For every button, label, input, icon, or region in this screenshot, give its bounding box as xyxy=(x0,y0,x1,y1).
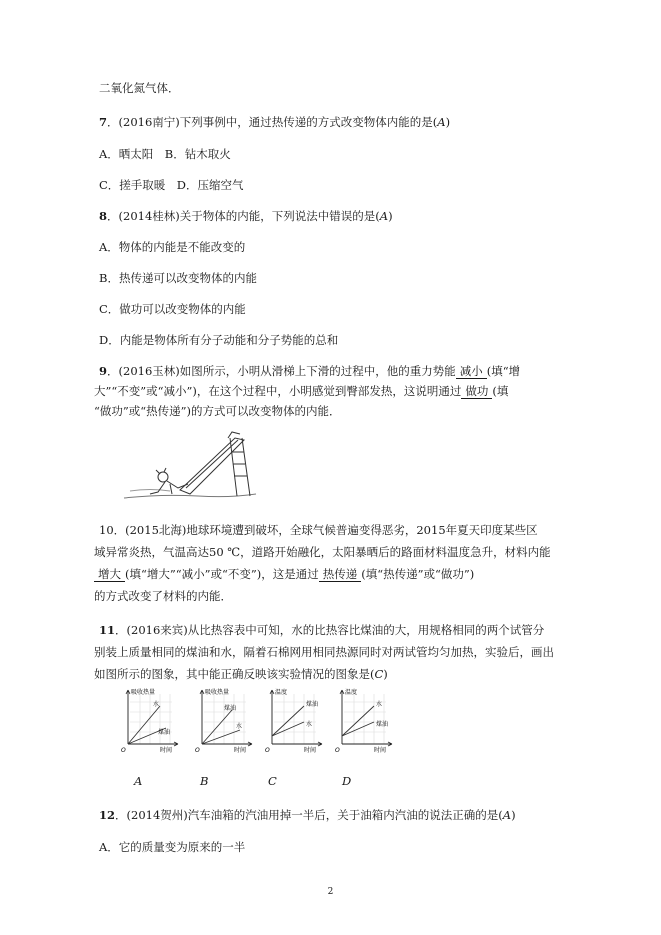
x-axis-label: 时间 xyxy=(304,747,317,754)
x-axis-label: 时间 xyxy=(374,747,387,754)
y-axis-label: 吸收热量 xyxy=(131,689,156,696)
answer-blank: 增大 xyxy=(94,567,125,582)
answer-blank: 做功 xyxy=(461,384,492,399)
graph-label-c: C xyxy=(268,774,277,788)
origin-label: O xyxy=(195,747,200,754)
question-9-line2: 大”“不变”或“减小”)，在这个过程中，小明感觉到臀部发热，这说明通过 做功 (填 xyxy=(94,384,509,398)
series-label: 水 xyxy=(153,701,160,708)
graph-label-a: A xyxy=(134,774,143,788)
graph-b xyxy=(194,688,256,754)
series-label: 煤油 xyxy=(158,729,171,736)
series-label: 煤油 xyxy=(376,721,389,728)
y-axis-label: 吸收热量 xyxy=(205,689,230,696)
x-axis-label: 时间 xyxy=(234,747,247,754)
answer-blank: 热传递 xyxy=(319,567,362,582)
series-label: 煤油 xyxy=(306,701,319,708)
question-10-line2: 域异常炎热，气温高达50 ℃，道路开始融化，太阳暴晒后的路面材料温度急升，材料内能 xyxy=(94,545,551,559)
x-axis-label: 时间 xyxy=(160,747,173,754)
question-9-line3: “做功”或“热传递”)的方式可以改变物体的内能． xyxy=(94,404,341,418)
q7-options-ab: A．晒太阳 B．钻木取火 xyxy=(99,147,231,161)
origin-label: O xyxy=(265,747,270,754)
series-label: 水 xyxy=(306,721,313,728)
answer-blank: 减小 xyxy=(456,364,487,379)
q7-options-cd: C．搓手取暖 D．压缩空气 xyxy=(99,178,244,192)
q8-option-c: C．做功可以改变物体的内能 xyxy=(99,302,246,316)
question-11-line1: 11．(2016来宾)从比热容表中可知，水的比热容比煤油的大，用规格相同的两个试管分 xyxy=(99,623,545,637)
graph-a xyxy=(120,688,182,754)
q8-option-b: B．热传递可以改变物体的内能 xyxy=(99,271,257,285)
y-axis-label: 温度 xyxy=(275,689,288,696)
q8-option-d: D．内能是物体所有分子动能和分子势能的总和 xyxy=(99,333,339,347)
graph-label-d: D xyxy=(342,774,352,788)
series-label: 煤油 xyxy=(224,705,237,712)
slide-illustration xyxy=(120,428,260,500)
origin-label: O xyxy=(335,747,340,754)
question-11-line3: 如图所示的图象，其中能正确反映该实验情况的图象是(C) xyxy=(94,667,388,681)
graph-c xyxy=(264,688,326,754)
question-10-line4: 的方式改变了材料的内能． xyxy=(94,589,232,603)
graph-label-b: B xyxy=(200,774,209,788)
q12-option-a: A．它的质量变为原来的一半 xyxy=(99,840,246,854)
question-12: 12．(2014贺州)汽车油箱的汽油用掉一半后，关于油箱内汽油的说法正确的是(A) xyxy=(99,808,516,822)
q8-option-a: A．物体的内能是不能改变的 xyxy=(99,240,246,254)
question-11-line2: 别装上质量相同的煤油和水，隔着石棉网用相同热源同时对两试管均匀加热，实验后，画出 xyxy=(94,645,554,659)
question-10-line1: 10．(2015北海)地球环境遭到破坏，全球气候普遍变得恶劣，2015年夏天印度某些区 xyxy=(99,523,538,537)
origin-label: O xyxy=(121,747,126,754)
y-axis-label: 温度 xyxy=(345,689,358,696)
series-label: 水 xyxy=(376,701,383,708)
page-number: 2 xyxy=(327,887,334,897)
question-10-line3: 增大 (填“增大”“减小”或“不变”)，这是通过 热传递 (填“热传递”或“做功”) xyxy=(94,566,474,582)
question-9-line1: 9．(2016玉林)如图所示，小明从滑梯上下滑的过程中，他的重力势能 减小 (填“增 xyxy=(99,364,521,378)
graph-d xyxy=(334,688,396,754)
line-continuation: 二氧化氮气体． xyxy=(99,81,180,95)
question-8: 8．(2014桂林)关于物体的内能，下列说法中错误的是(A) xyxy=(99,209,393,223)
question-7: 7．(2016南宁)下列事例中，通过热传递的方式改变物体内能的是(A) xyxy=(99,115,451,129)
series-label: 水 xyxy=(236,723,243,730)
